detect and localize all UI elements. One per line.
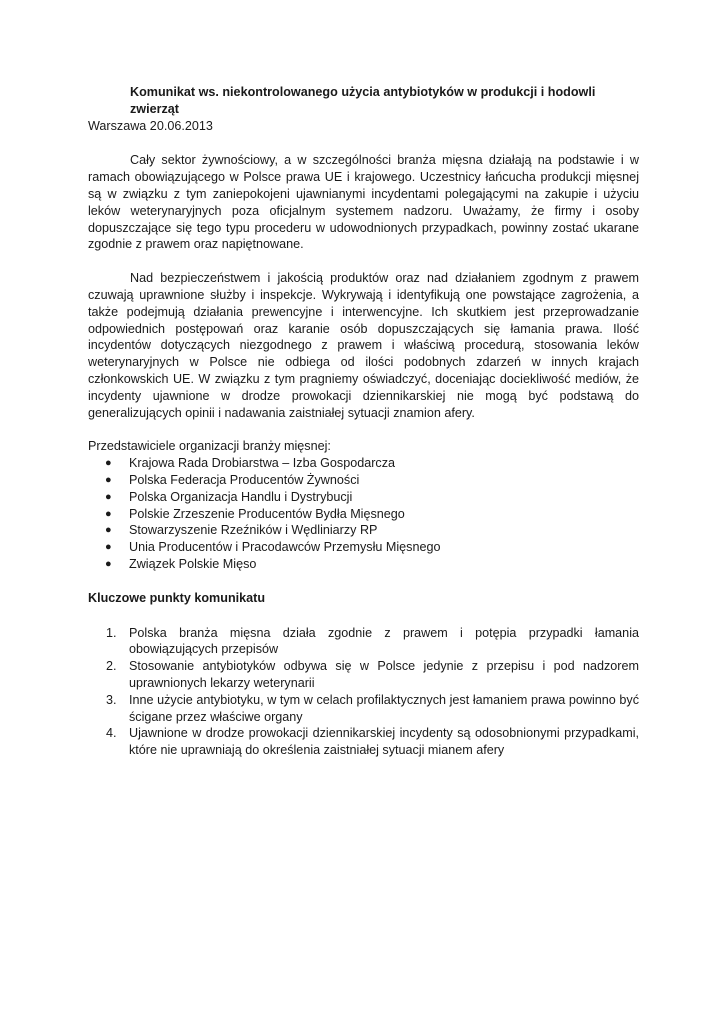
bullet-icon: ● [105, 457, 112, 470]
list-number: 2. [106, 659, 117, 674]
organization-name: Krajowa Rada Drobiarstwa – Izba Gospodarcza [129, 456, 395, 471]
key-point-text: Stosowanie antybiotyków odbywa się w Polsce jedynie z przepisu i pod nadzorem uprawnionych lekarzy weterynarii [129, 659, 639, 690]
organization-name: Unia Producentów i Pracodawców Przemysłu Mięsnego [129, 540, 441, 555]
bullet-icon: ● [105, 557, 112, 570]
list-item [88, 539, 639, 556]
list-item [88, 658, 639, 692]
key-points-heading: Kluczowe punkty komunikatu [88, 590, 266, 605]
paragraph: Nad bezpieczeństwem i jakością produktów oraz nad działaniem zgodnym z prawem czuwają uprawnione służby i inspekcje. Wykrywają i identyfikują one powstające zagrożenia, a także podejmują działania prewencyjne i interwencyjne. Ich skutkiem jest przeprowadzanie odpowiednich postępowań oraz karanie osób dopuszczających się łamania prawa. Ilość incydentów dotyczących niezgodnego z prawem i właściwą procedurą, stosowania leków weterynaryjnych w Polsce nie odbiega od ilości podobnych zdarzeń w innych krajach członkowskich UE. W związku z tym pragniemy oświadczyć, doceniając dociekliwość mediów, że incydenty ujawnione w drodze prowokacji dziennikarskiej nie mogą być podstawą do generalizujących opinii i nadawania zaistniałej sytuacji znamion afery. [88, 271, 639, 420]
organizations-list [88, 455, 639, 573]
bullet-icon: ● [105, 541, 112, 554]
organization-name: Polska Federacja Producentów Żywności [129, 472, 360, 487]
representatives-heading: Przedstawiciele organizacji branży mięsnej: [88, 439, 331, 454]
list-item [88, 556, 639, 573]
organization-name: Polska Organizacja Handlu i Dystrybucji [129, 489, 353, 504]
list-item [88, 506, 639, 523]
bullet-icon: ● [105, 473, 112, 486]
organization-name: Związek Polskie Mięso [129, 556, 257, 571]
key-points-list [88, 625, 639, 759]
list-item [88, 692, 639, 726]
key-point-text: Ujawnione w drodze prowokacji dziennikarskiej incydenty są odosobnionymi przypadkami, które nie uprawniają do określenia zaistniałej sytuacji mianem afery [129, 726, 639, 758]
list-number: 1. [106, 625, 117, 640]
list-item [88, 725, 639, 759]
document-page [88, 84, 639, 759]
bullet-icon: ● [105, 524, 112, 537]
list-item [88, 472, 639, 489]
key-point-text: Polska branża mięsna działa zgodnie z prawem i potępia przypadki łamania obowiązujących przepisów [129, 625, 639, 657]
list-item [88, 489, 639, 506]
list-item [88, 455, 639, 472]
list-number: 3. [106, 692, 117, 707]
organization-name: Stowarzyszenie Rzeźników i Wędliniarzy RP [129, 523, 378, 538]
organization-name: Polskie Zrzeszenie Producentów Bydła Mięsnego [129, 506, 405, 521]
key-point-text: Inne użycie antybiotyku, w tym w celach profilaktycznych jest łamaniem prawa powinno być ścigane przez właściwe organy [129, 692, 639, 724]
paragraph: Cały sektor żywnościowy, a w szczególności branża mięsna działają na podstawie i w ramach obowiązującego w Polsce prawa UE i krajowego. Uczestnicy łańcucha produkcji mięsnej są w związku z tym zaniepokojeni ujawnianymi incydentami polegającymi na zakupie i użyciu leków weterynaryjnych poza oficjalnym systemem nadzoru. Uważamy, że firmy i osoby dopuszczające się tego typu procederu w udowodnionych przypadkach, powinny zostać ukarane zgodnie z prawem oraz napiętnowane. [88, 153, 639, 252]
list-item [88, 522, 639, 539]
document-title: Komunikat ws. niekontrolowanego użycia antybiotyków w produkcji i hodowli zwierząt [130, 85, 596, 116]
list-number: 4. [106, 726, 117, 741]
dateline: Warszawa 20.06.2013 [88, 118, 213, 133]
bullet-icon: ● [105, 507, 112, 520]
bullet-icon: ● [105, 490, 112, 503]
list-item [88, 625, 639, 659]
